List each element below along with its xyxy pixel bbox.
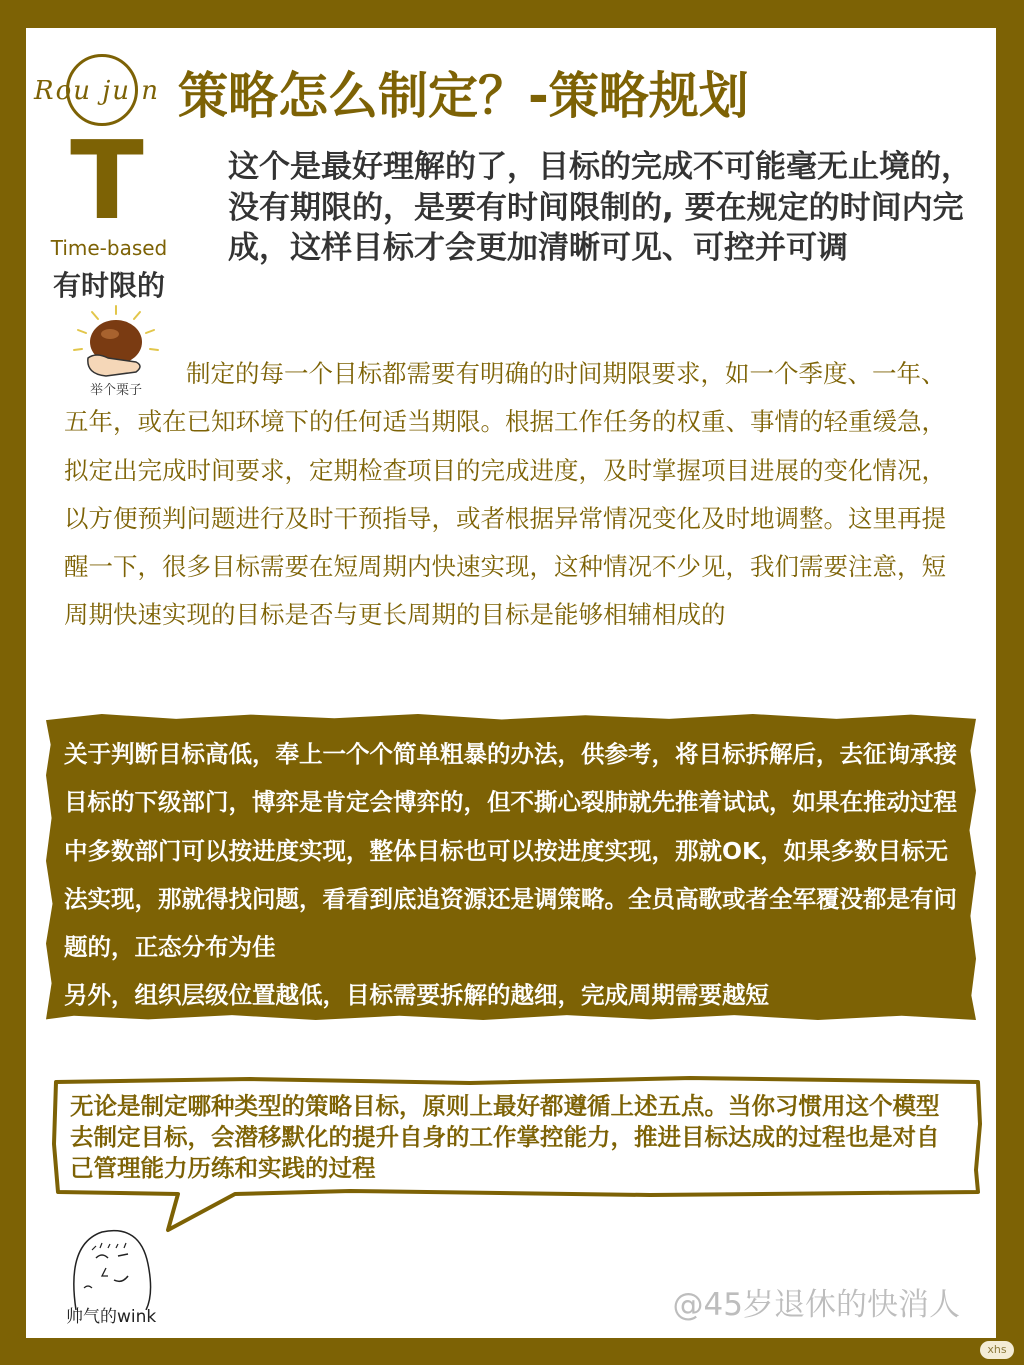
- summary-bubble-text: 无论是制定哪种类型的策略目标，原则上最好都遵循上述五点。当你习惯用这个模型去制定目标，会潜移默化的提升自身的工作掌控能力，推进目标达成的过程也是对自己管理能力历练和实践的过程: [70, 1092, 940, 1182]
- example-paragraph: [64, 350, 964, 640]
- doodle-caption: 帅气的wink: [66, 1307, 157, 1327]
- principle-letter: T: [70, 119, 144, 244]
- author-watermark: @45岁退休的快消人: [672, 1287, 960, 1323]
- tip-paragraph-2: 另外，组织层级位置越低，目标需要拆解的越细，完成周期需要越短: [64, 981, 769, 1010]
- example-body: 年、五年，或在已知环境下的任何适当期限。根据工作任务的权重、事情的轻重缓急，拟定出完成时间要求，定期检查项目的完成进度，及时掌握项目进展的变化情况，以方便预判问题进行及时干预指导，或者根据异常情况变化及时地调整。这里再提醒一下，很多目标需要在短周期内快速实现，这种情况不少见，我们需要注意，短周期快速实现的目标是否与更长周期的目标是能够相辅相成的: [64, 359, 946, 630]
- page-title: 策略怎么制定？-策略规划: [178, 67, 749, 125]
- tip-paragraph-1: 关于判断目标高低，奉上一个个简单粗暴的办法，供参考，将目标拆解后，去征询承接目标的下级部门，博弈是肯定会博弈的，但不撕心裂肺就先推着试试，如果在推动过程中多数部门可以按进度实现，整体目标也可以按进度实现，那就OK，如果多数目标无法实现，那就得找问题，看看到底追资源还是调策略。全员高歌或者全军覆没都是有问题的，正态分布为佳: [64, 740, 957, 962]
- corner-badge: xhs: [980, 1341, 1014, 1359]
- example-icon-label: 举个栗子: [89, 383, 143, 398]
- winking-face-doodle-icon: [62, 1224, 162, 1310]
- logo-text: Rou ju n: [34, 76, 161, 106]
- intro-text: 这个是最好理解的了，目标的完成不可能毫无止境的，没有期限的，是要有时间限制的, 要在规定的时间内完成，这样目标才会更加清晰可见、可控并可调: [228, 149, 972, 266]
- tip-box: [64, 730, 964, 1020]
- principle-english: Time-based: [50, 236, 168, 260]
- example-first-line: 制定的每一个目标都需要有明确的时间期限要求，如一个季度、一: [186, 359, 897, 388]
- principle-chinese: 有时限的: [52, 269, 165, 302]
